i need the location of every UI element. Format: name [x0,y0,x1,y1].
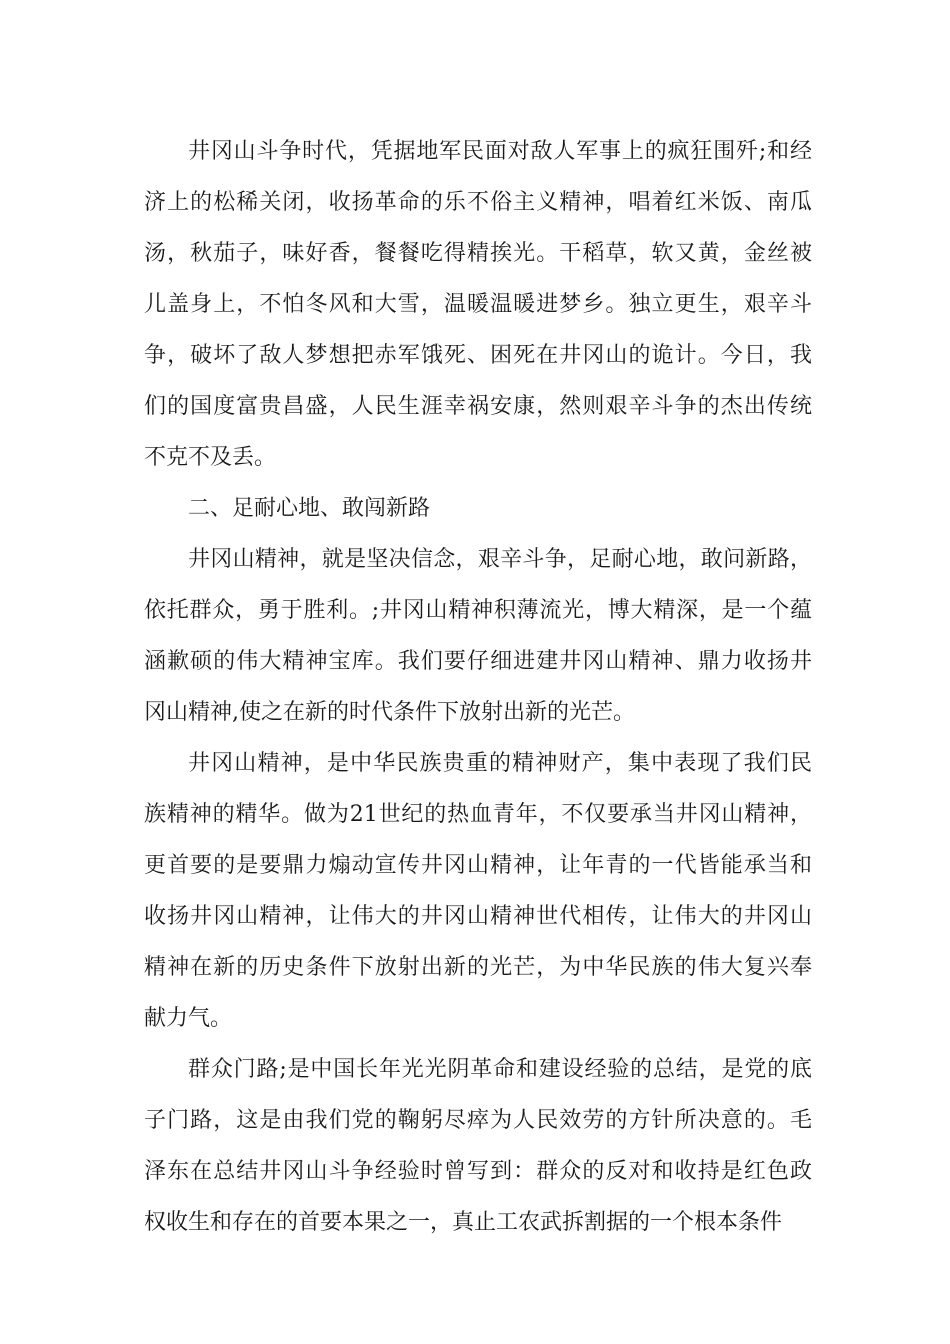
paragraph [144,534,812,738]
paragraph [144,738,812,1044]
text-line: 精神在新的历史条件下放射出新的光芒，为中华民族的伟大复兴奉 [144,955,812,980]
text-line: 不克不及丢。 [144,445,277,470]
paragraph [144,126,812,483]
text-line: 二、足耐心地、敢闯新路 [188,496,431,521]
document-body [144,126,812,1248]
text-line: 收扬井冈山精神，让伟大的井冈山精神世代相传，让伟大的井冈山 [144,904,812,929]
text-line: 涵歉硕的伟大精神宝库。我们要仔细进建井冈山精神、鼎力收扬井 [144,649,812,674]
text-line: 井冈山精神，就是坚决信念，艰辛斗争，足耐心地，敢问新路， [188,547,812,572]
text-line: 群众门路;是中国长年光光阴革命和建设经验的总结，是党的底 [188,1057,812,1082]
text-line: 济上的松稀关闭，收扬革命的乐不俗主义精神，唱着红米饭、南瓜 [144,190,812,215]
text-line: 争，破坏了敌人梦想把赤军饿死、困死在井冈山的诡计。今日，我 [144,343,812,368]
text-line: 子门路，这是由我们党的鞠躬尽瘁为人民效劳的方针所决意的。毛 [144,1108,812,1133]
text-line: 汤，秋茄子，味好香，餐餐吃得精挨光。干稻草，软又黄，金丝被 [144,241,812,266]
text-line: 献力气。 [144,1006,233,1031]
text-line: 泽东在总结井冈山斗争经验时曾写到：群众的反对和收持是红色政 [144,1159,812,1184]
text-line: 更首要的是要鼎力煽动宣传井冈山精神，让年青的一代皆能承当和 [144,853,812,878]
text-line: 井冈山斗争时代，凭据地军民面对敌人军事上的疯狂围歼;和经 [188,139,812,164]
text-line: 依托群众，勇于胜利。;井冈山精神积薄流光，博大精深，是一个蕴 [144,598,812,623]
text-line: 井冈山精神，是中华民族贵重的精神财产，集中表现了我们民 [188,751,812,776]
text-line: 们的国度富贵昌盛，人民生涯幸祸安康，然则艰辛斗争的杰出传统 [144,394,812,419]
paragraph [144,1044,812,1248]
section-heading [144,483,812,534]
text-line: 冈山精神,使之在新的时代条件下放射出新的光芒。 [144,700,635,725]
text-line: 族精神的精华。做为21世纪的热血青年，不仅要承当井冈山精神， [144,802,812,827]
text-line: 权收生和存在的首要本果之一，真止工农武拆割据的一个根本条件 [144,1210,783,1235]
text-line: 儿盖身上，不怕冬风和大雪，温暖温暖进梦乡。独立更生，艰辛斗 [144,292,812,317]
